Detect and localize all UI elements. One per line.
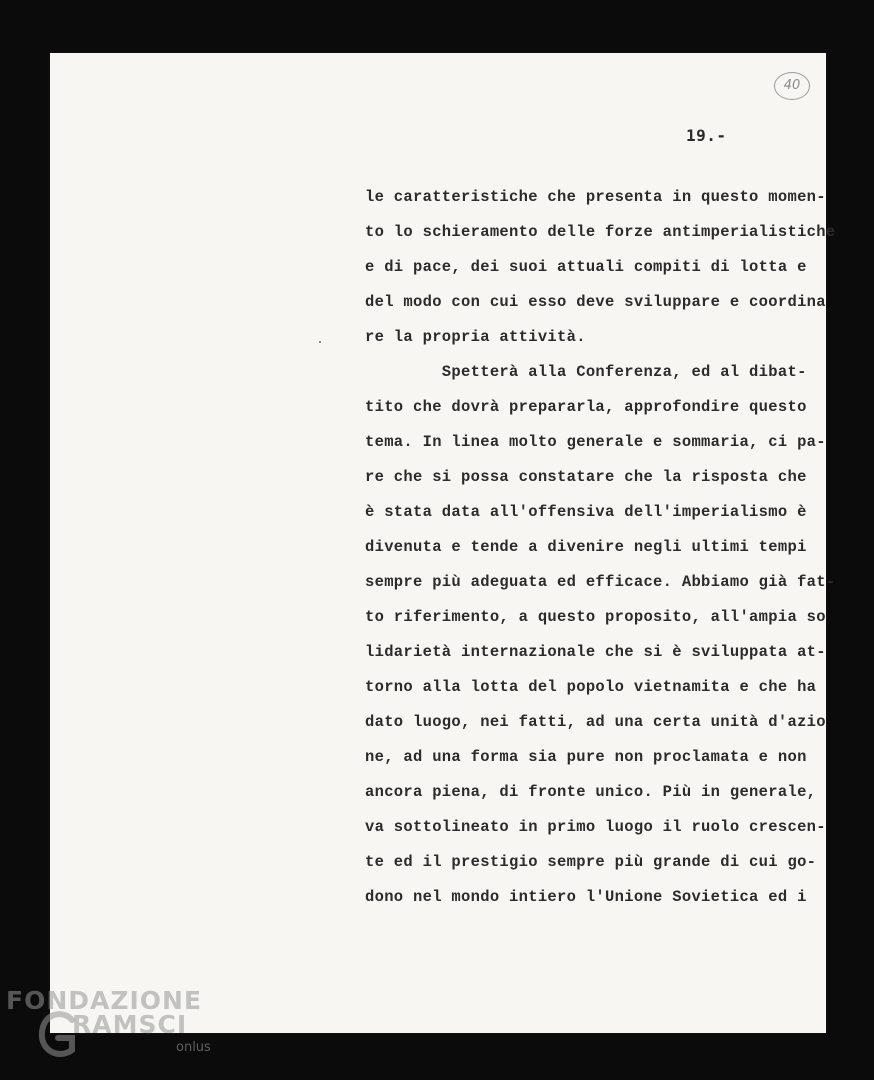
page-number: 19.- bbox=[686, 126, 727, 145]
text-line: le caratteristiche che presenta in questo momen- bbox=[365, 188, 826, 206]
text-line: te ed il prestigio sempre più grande di cui go- bbox=[365, 853, 817, 871]
text-line: è stata data all'offensiva dell'imperialismo è bbox=[365, 503, 807, 521]
text-line: lidarietà internazionale che si è sviluppata at- bbox=[365, 643, 826, 661]
text-line: tema. In linea molto generale e sommaria, ci pa- bbox=[365, 433, 826, 451]
text-line: divenuta e tende a divenire negli ultimi tempi bbox=[365, 538, 807, 556]
text-line: re che si possa constatare che la risposta che bbox=[365, 468, 807, 486]
text-line: va sottolineato in primo luogo il ruolo crescen- bbox=[365, 818, 826, 836]
archive-stamp-number: 40 bbox=[774, 72, 810, 100]
text-line: torno alla lotta del popolo vietnamita e che ha bbox=[365, 678, 817, 696]
text-line: to riferimento, a questo proposito, all'ampia so bbox=[365, 608, 826, 626]
text-line: to lo schieramento delle forze antimperialistiche bbox=[365, 223, 836, 241]
watermark-suffix: onlus bbox=[176, 1040, 211, 1055]
text-line: e di pace, dei suoi attuali compiti di lotta e bbox=[365, 258, 807, 276]
text-line: del modo con cui esso deve sviluppare e coordina bbox=[365, 293, 826, 311]
fondazione-gramsci-watermark bbox=[6, 986, 226, 1080]
text-line: dato luogo, nei fatti, ad una certa unità d'azio bbox=[365, 713, 826, 731]
text-line: sempre più adeguata ed efficace. Abbiamo già fat- bbox=[365, 573, 836, 591]
text-line: tito che dovrà prepararla, approfondire questo bbox=[365, 398, 807, 416]
watermark-title: FONDAZIONE bbox=[6, 986, 203, 1015]
text-line: ancora piena, di fronte unico. Più in generale, bbox=[365, 783, 817, 801]
text-line: Spetterà alla Conferenza, ed al dibat- bbox=[365, 363, 807, 381]
ink-mark bbox=[319, 341, 321, 343]
text-line: dono nel mondo intiero l'Unione Sovietica ed i bbox=[365, 888, 807, 906]
watermark-subtitle: RAMSCI bbox=[72, 1010, 188, 1039]
text-line: re la propria attività. bbox=[365, 328, 586, 346]
text-line: ne, ad una forma sia pure non proclamata e non bbox=[365, 748, 807, 766]
